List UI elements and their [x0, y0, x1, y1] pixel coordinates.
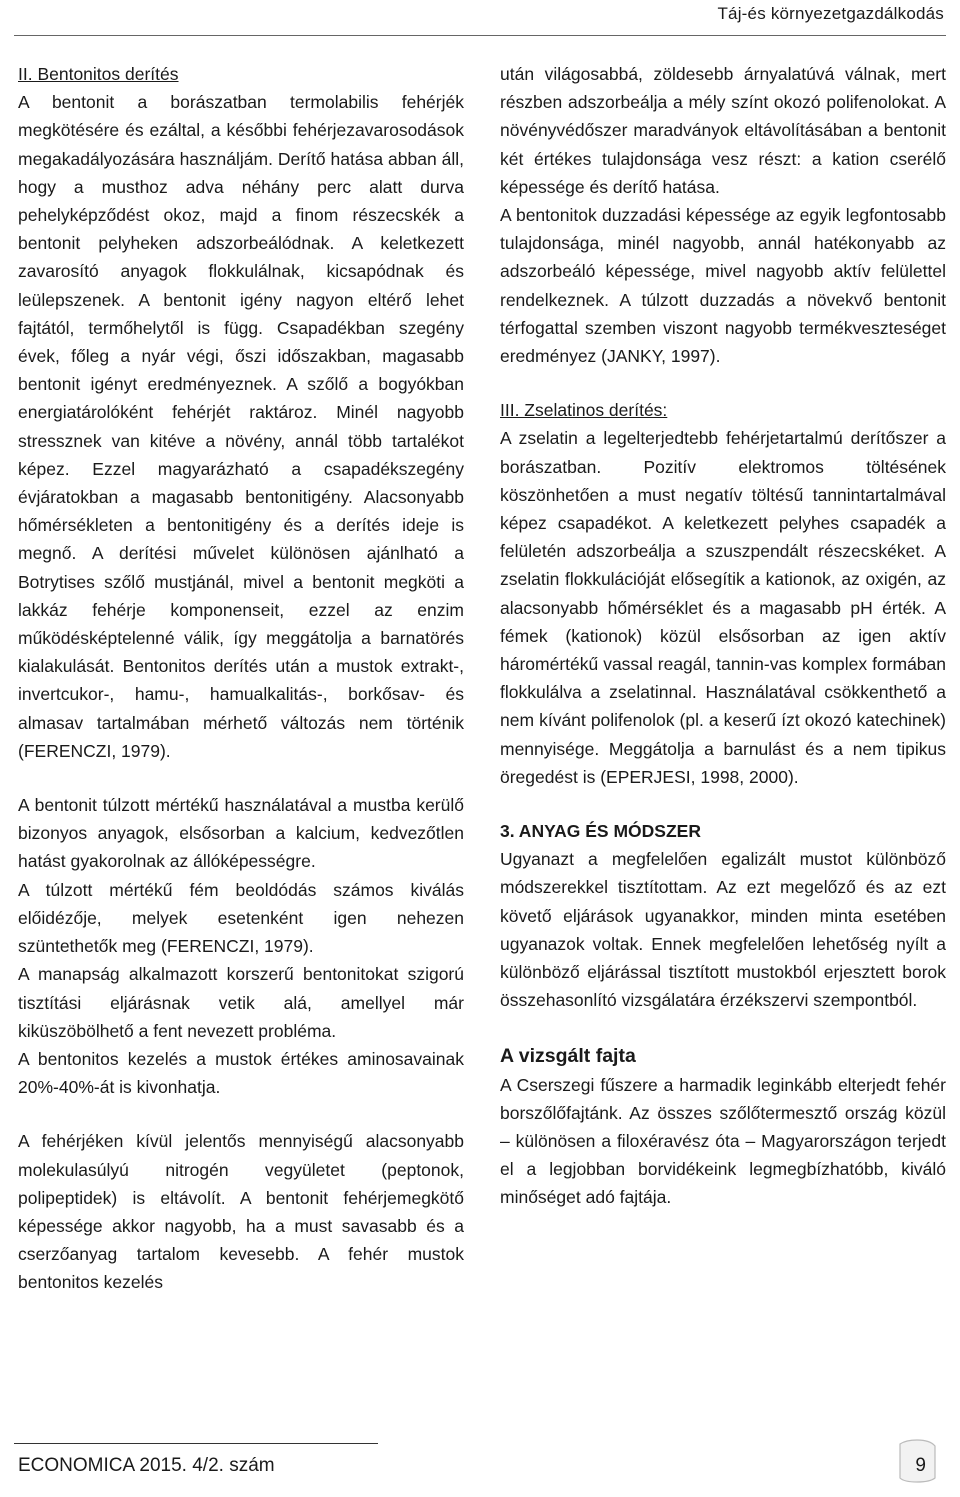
section-title-zselatin: III. Zselatinos derítés: [500, 400, 668, 421]
paragraph: A túlzott mértékű fém beoldódás számos kiválás előidézője, melyek esetenként igen nehezen szüntethetők meg (FERENCZI, 1979). [18, 879, 464, 957]
section-title-vizsgalt-fajta: A vizsgált fajta [500, 1044, 636, 1067]
paragraph: A bentonit a borászatban termolabilis fehérjék megkötésére és ezáltal, a későbbi fehérjezavarosodások megakadályozására használjám. Derítő hatása abban áll, hogy a musthoz adva néhány perc alatt durva pehelyképződést okoz, majd a finom részecskék a bentonit pelyheken adszorbeálódnak. A keletkezett zavarosító anyagok flokkulálnak, kicsapódnak és leülepszenek. A bentonit igény nagyon eltérő lehet fajtától, termőhelytől is függ. Csapadékban szegény évek, főleg a nyár végi, őszi időszakban, magasabb bentonit igényt eredményeznek. A szőlő a bogyókban energiatárolóként fehérjét raktároz. Minél nagyobb stressznek van kitéve a növény, annál több tartalékot képez. Ezzel magyarázható a csapadékszegény évjáratokban a magasabb bentonitigény. Alacsonyabb hőmérsékleten a bentonitigény és a derítés ideje is megnő. A derítési művelet különösen ajánlható a Botrytises szőlő mustjánál, mivel a bentonit megköti a lakkáz fehérje komponenseit, ezzel az enzim működésképtelenné válik, így meggátolja a barnatörés kialakulását. Bentonitos derítés után a mustok extrakt-, invertcukor-, hamu-, hamualkalitás-, borkősav- és almasav tartalmában mérhető változás nem történik (FERENCZI, 1979). [18, 92, 464, 761]
section-title-anyag-modszer: 3. ANYAG ÉS MÓDSZER [500, 821, 701, 842]
paragraph: után világosabbá, zöldesebb árnyalatúvá válnak, mert részben adszorbeálja a mély színt okozó polifenolokat. A növényvédőszer maradványok eltávolításában a bentonit két értékes tulajdonsága vesz részt: a kation cserélő képessége és derítő hatása. [500, 64, 946, 197]
paragraph: A zselatin a legelterjedtebb fehérjetartalmú derítőszer a borászatban. Pozitív elektromos töltésének köszönhetően a must negatív töltésű tannintartalmával képez csapadékot. A keletkezett pelyhes csapadék a felületén adszorbeálja a szuszpendált részecskéket. A zselatin flokkulációját elősegítik a kationok, az oxigén, az alacsonyabb hőmérséklet és a magasabb pH érték. A fémek (kationok) közül elsősorban az igen aktív háromértékű vassal reagál, tannin-vas komplex formában flokkulálva a zselatinnal. Használatával csökkenthető a nem kívánt polifenolok (pl. a keserű ízt okozó katechinek) mennyisége. Meggátolja a barnulást és a nem tipikus öregedést is (EPERJESI, 1998, 2000). [500, 428, 946, 787]
left-column [18, 60, 464, 1297]
journal-footer: ECONOMICA 2015. 4/2. szám [18, 1455, 275, 1476]
paragraph: A fehérjéken kívül jelentős mennyiségű alacsonyabb molekulasúlyú nitrogén vegyületet (peptonok, polipeptidek) is eltávolít. A bentonit fehérjemegkötő képessége akkor nagyobb, ha a must savasabb és a cserzőanyag tartalom kevesebb. A fehér mustok bentonitos kezelés [18, 1131, 464, 1293]
right-column [500, 60, 946, 1212]
page-number: 9 [915, 1455, 926, 1476]
header-rule [14, 35, 946, 36]
paragraph: A bentonit túlzott mértékű használatával a mustba kerülő bizonyos anyagok, elsősorban a kalcium, kedvezőtlen hatást gyakorolnak az állóképességre. [18, 795, 464, 872]
paragraph: A manapság alkalmazott korszerű bentonitokat szigorú tisztítási eljárásnak vetik alá, amellyel már kiküszöbölhető a fent nevezett probléma. [18, 964, 464, 1041]
running-header: Táj-és környezetgazdálkodás [717, 4, 944, 23]
footer-rule [14, 1443, 378, 1444]
paragraph: A Cserszegi fűszere a harmadik leginkább elterjedt fehér borszőlőfajtánk. Az összes szőlőtermesztő ország közül – különösen a filoxéravész óta – Magyarországon terjedt el a legjobban borvidékeink legmegbízhatóbb, kiváló minőséget adó fajtája. [500, 1074, 946, 1208]
paragraph: Ugyanazt a megfelelően egalizált mustot különböző módszerekkel tisztítottam. Az ezt megelőző és az ezt követő eljárások ugyanakkor, minden minta esetében ugyanazok voltak. Ennek megfelelően lehetőség nyílt a különböző eljárással tisztított mustokból erjesztett borok összehasonlító vizsgálatára érzékszervi szempontból. [500, 849, 946, 1011]
section-title-bentonit: II. Bentonitos derítés [18, 64, 179, 84]
paragraph: A bentonitos kezelés a mustok értékes aminosavainak 20%-40%-át is kivonhatja. [18, 1048, 464, 1098]
paragraph: A bentonitok duzzadási képessége az egyik legfontosabb tulajdonsága, minél nagyobb, annál hatékonyabb az adszorbeáló képessége, mivel nagyobb aktív felülettel rendelkeznek. A túlzott duzzadás a növekvő bentonit térfogattal szemben viszont nagyobb termékveszteséget eredményez (JANKY, 1997). [500, 205, 946, 367]
